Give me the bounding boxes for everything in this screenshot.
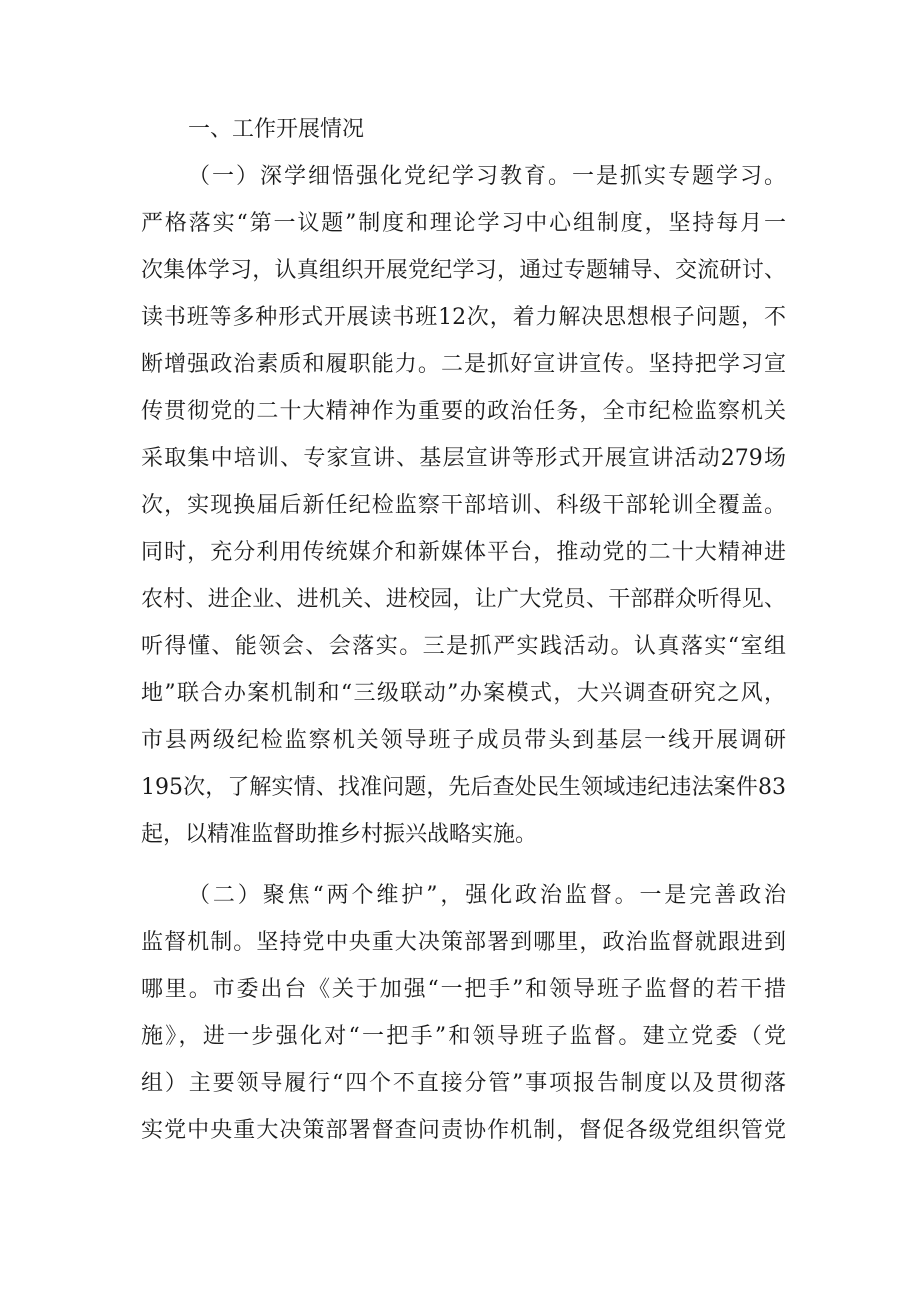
paragraph-1-line-7: 采取集中培训、专家宣讲、基层宣讲等形式开展宣讲活动279场 (141, 446, 786, 471)
paragraph-1-line-8: 次，实现换届后新任纪检监察干部培训、科级干部轮训全覆盖。 (141, 493, 786, 518)
paragraph-1-line-11: 听得懂、能领会、会落实。三是抓严实践活动。认真落实“室组 (141, 634, 786, 659)
paragraph-1-line-4: 读书班等多种形式开展读书班12次，着力解决思想根子问题，不 (141, 305, 786, 330)
paragraph-2-line-3: 哪里。市委出台《关于加强“一把手”和领导班子监督的若干措 (141, 977, 786, 1002)
paragraph-1-line-12: 地”联合办案机制和“三级联动”办案模式，大兴调查研究之风， (141, 681, 786, 706)
paragraph-2-line-5: 组）主要领导履行“四个不直接分管”事项报告制度以及贯彻落 (141, 1071, 786, 1096)
paragraph-1-line-3: 次集体学习，认真组织开展党纪学习，通过专题辅导、交流研讨、 (141, 258, 786, 283)
paragraph-1-line-2: 严格落实“第一议题”制度和理论学习中心组制度，坚持每月一 (141, 211, 786, 236)
paragraph-1-line-5: 断增强政治素质和履职能力。二是抓好宣讲宣传。坚持把学习宣 (141, 352, 786, 377)
paragraph-1-line-10: 农村、进企业、进机关、进校园，让广大党员、干部群众听得见、 (141, 587, 786, 612)
paragraph-1-line-14: 195次，了解实情、找准问题，先后查处民生领域违纪违法案件83 (141, 775, 786, 800)
section-heading: 一、工作开展情况 (188, 117, 365, 142)
paragraph-2-line-1: （二）聚焦“两个维护”，强化政治监督。一是完善政治 (188, 883, 786, 908)
paragraph-1-line-6: 传贯彻党的二十大精神作为重要的政治任务，全市纪检监察机关 (141, 399, 786, 424)
paragraph-2-line-2: 监督机制。坚持党中央重大决策部署到哪里，政治监督就跟进到 (141, 930, 786, 955)
paragraph-1-line-15: 起，以精准监督助推乡村振兴战略实施。 (141, 822, 538, 847)
paragraph-1-line-13: 市县两级纪检监察机关领导班子成员带头到基层一线开展调研 (141, 728, 786, 753)
paragraph-1-line-9: 同时，充分利用传统媒介和新媒体平台，推动党的二十大精神进 (141, 540, 786, 565)
paragraph-2-line-4: 施》，进一步强化对“一把手”和领导班子监督。建立党委（党 (141, 1024, 786, 1049)
paragraph-2-line-6: 实党中央重大决策部署督查问责协作机制，督促各级党组织管党 (141, 1118, 786, 1143)
paragraph-1-line-1: （一）深学细悟强化党纪学习教育。一是抓实专题学习。 (188, 164, 786, 189)
